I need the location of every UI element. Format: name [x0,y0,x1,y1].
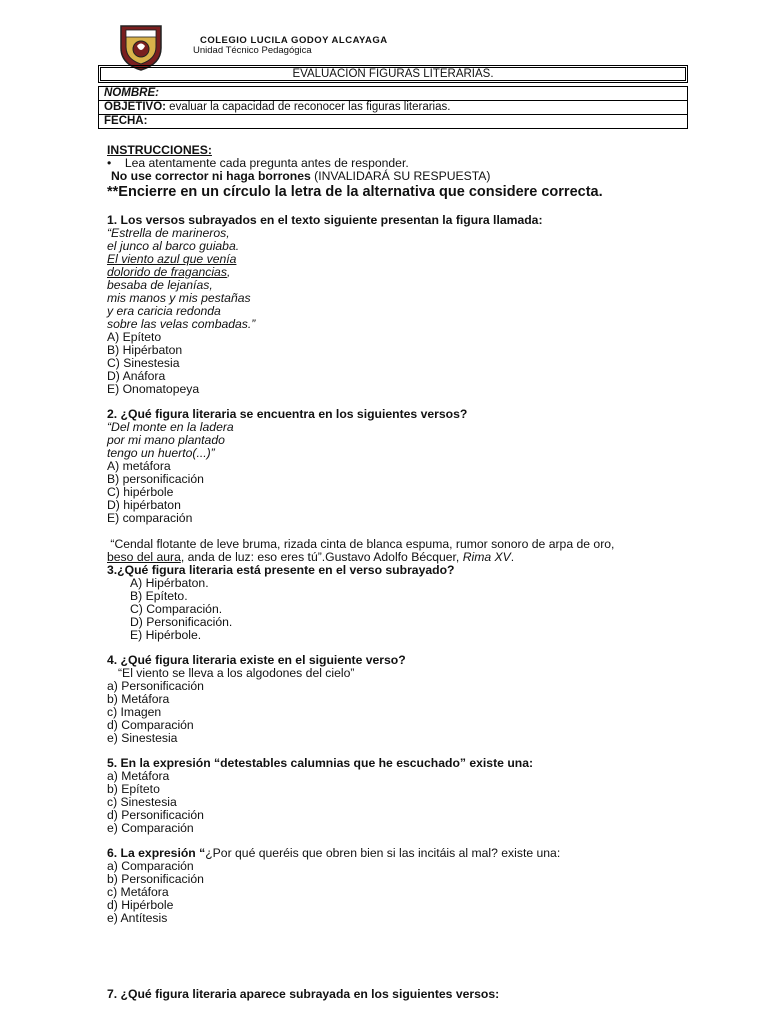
q3-quote-rest: , anda de luz: eso eres tú”.Gustavo Adolfo Bécquer, [180,550,463,564]
instructions-corrector [111,170,490,183]
student-info-table [98,86,688,129]
q3-option[interactable]: A) Hipérbaton. [130,576,209,590]
q6-option[interactable]: e) Antítesis [107,911,168,925]
q5-option[interactable]: b) Epíteto [107,782,160,796]
q3-work-title: Rima XV [462,550,511,564]
q1-verse: y era caricia redonda [107,304,221,318]
objetivo-field [99,101,688,115]
q5-question: 5. En la expresión “detestables calumnias que he escuchado” existe una: [107,756,534,770]
q1-option[interactable]: D) Anáfora [107,369,166,383]
q3-option[interactable]: C) Comparación. [130,602,223,616]
q4-verse: “El viento se lleva a los algodones del cielo” [118,666,355,680]
q6-question-bold: 6. La expresión “ [107,846,206,860]
q4-option[interactable]: a) Personificación [107,679,204,693]
encierre-instruction: **Encierre en un círculo la letra de la alternativa que considere correcta. [107,184,603,200]
school-unit: Unidad Técnico Pedagógica [193,45,312,56]
q3-option[interactable]: D) Personificación. [130,615,233,629]
q4-option[interactable]: d) Comparación [107,718,194,732]
fecha-field [99,115,688,129]
bullet-icon: • [107,156,125,170]
q6-option[interactable]: b) Personificación [107,872,204,886]
q3-option[interactable]: E) Hipérbole. [130,628,202,642]
q7-question: 7. ¿Qué figura literaria aparece subrayada en los siguientes versos: [107,987,500,1001]
objetivo-label: OBJETIVO: [104,101,166,113]
q1-option[interactable]: B) Hipérbaton [107,343,183,357]
q1-option[interactable]: C) Sinestesia [107,356,180,370]
page-title: EVALUACION FIGURAS LITERARIAS. [98,65,688,83]
q1-option[interactable]: E) Onomatopeya [107,382,200,396]
q4-option[interactable]: c) Imagen [107,705,162,719]
q4-option[interactable]: e) Sinestesia [107,731,178,745]
nombre-label: NOMBRE: [104,87,159,99]
school-name: COLEGIO LUCILA GODOY ALCAYAGA [200,35,388,46]
no-corrector-text: No use corrector ni haga borrones [111,169,311,183]
invalid-text: (INVALIDARÁ SU RESPUESTA) [310,169,491,183]
q3-quote-end: . [510,550,515,564]
q1-verse: el junco al barco guiaba. [107,239,240,253]
q5-option[interactable]: e) Comparación [107,821,194,835]
q1-underlined-text: dolorido de fragancias [107,265,227,279]
q2-verse: “Del monte en la ladera [107,420,234,434]
q2-verse: tengo un huerto(...)” [107,446,215,460]
q2-option[interactable]: A) metáfora [107,459,171,473]
q6-option[interactable]: d) Hipérbole [107,898,174,912]
q1-verse: sobre las velas combadas.” [107,317,256,331]
q3-question: 3.¿Qué figura literaria está presente en el verso subrayado? [107,563,455,577]
q5-option[interactable]: d) Personificación [107,808,204,822]
q1-verse: “Estrella de marineros, [107,226,230,240]
instructions-bullet-text: Lea atentamente cada pregunta antes de responder. [124,156,409,170]
q1-underlined-text: El viento azul que venía [107,252,237,266]
q1-question: 1. Los versos subrayados en el texto siguiente presentan la figura llamada: [107,213,543,227]
fecha-label: FECHA: [104,115,148,127]
q6-option[interactable]: c) Metáfora [107,885,169,899]
q4-option[interactable]: b) Metáfora [107,692,170,706]
q2-option[interactable]: D) hipérbaton [107,498,181,512]
q6-question-rest: ¿Por qué queréis que obren bien si las incitáis al mal? existe una: [205,846,561,860]
q3-option[interactable]: B) Epíteto. [130,589,188,603]
q4-question: 4. ¿Qué figura literaria existe en el siguiente verso? [107,653,406,667]
q3-underlined-verse: beso del aura [107,550,181,564]
objetivo-text: evaluar la capacidad de reconocer las figuras literarias. [165,101,451,113]
nombre-field [99,87,688,101]
q1-verse: mis manos y mis pestañas [107,291,251,305]
q5-option[interactable]: c) Sinestesia [107,795,177,809]
q6-option[interactable]: a) Comparación [107,859,194,873]
q2-option[interactable]: E) comparación [107,511,193,525]
q1-verse-comma: , [226,265,231,279]
q2-option[interactable]: B) personificación [107,472,204,486]
q2-verse: por mi mano plantado [107,433,225,447]
q2-question: 2. ¿Qué figura literaria se encuentra en los siguientes versos? [107,407,468,421]
q3-quote-text: “Cendal flotante de leve bruma, rizada cinta de blanca espuma, rumor sonoro de arpa de oro, [110,537,615,551]
q5-option[interactable]: a) Metáfora [107,769,170,783]
q1-verse: besaba de lejanías, [107,278,213,292]
q2-option[interactable]: C) hipérbole [107,485,174,499]
q1-option[interactable]: A) Epíteto [107,330,162,344]
instructions-heading: INSTRUCCIONES: [107,143,212,157]
